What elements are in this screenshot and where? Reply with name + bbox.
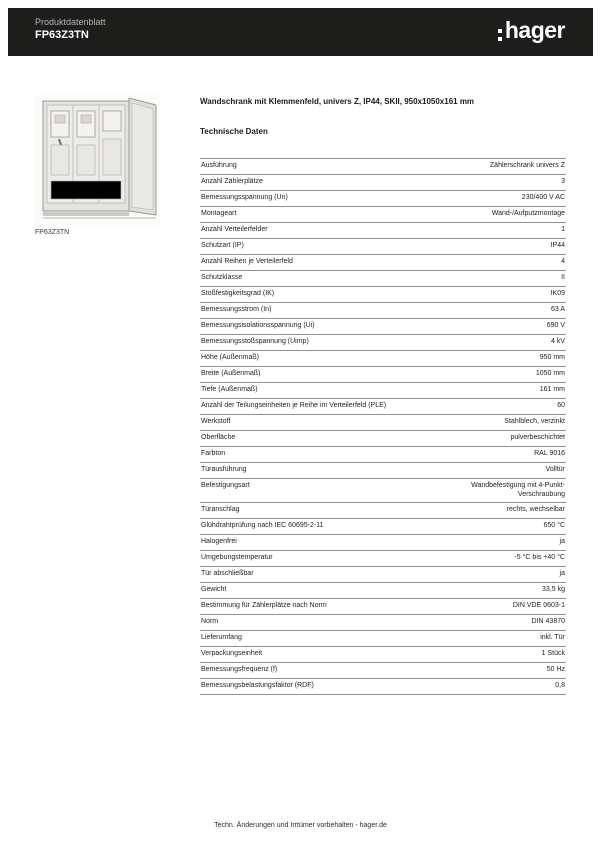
spec-label: Stoßfestigkeitsgrad (IK) xyxy=(201,290,275,297)
meter-cabinet-illustration xyxy=(35,95,160,225)
spec-value: 3 xyxy=(561,178,565,185)
spec-value: 1 Stück xyxy=(541,650,565,657)
spec-label: Bemessungsfrequenz (f) xyxy=(201,666,278,673)
spec-label: Anzahl Verteilerfelder xyxy=(201,226,268,233)
spec-row xyxy=(200,414,566,430)
header-bar xyxy=(8,8,593,56)
spec-value: DIN VDE 0603-1 xyxy=(512,602,565,609)
spec-value: 63 A xyxy=(550,306,565,313)
spec-row xyxy=(200,518,566,534)
spec-value: 161 mm xyxy=(539,386,565,393)
spec-value: RAL 9016 xyxy=(534,450,565,457)
spec-row xyxy=(200,646,566,662)
spec-label: Schutzart (IP) xyxy=(201,242,244,249)
spec-value: 50 Hz xyxy=(546,666,565,673)
spec-row xyxy=(200,614,566,630)
section-heading-technische-daten: Technische Daten xyxy=(200,127,268,136)
spec-row xyxy=(200,334,566,350)
spec-value: 1050 mm xyxy=(535,370,565,377)
spec-row xyxy=(200,270,566,286)
spec-label: Lieferumfang xyxy=(201,634,242,641)
spec-row xyxy=(200,582,566,598)
spec-row xyxy=(200,398,566,414)
spec-label: Norm xyxy=(201,618,219,625)
spec-value: Volltür xyxy=(545,466,565,473)
spec-row xyxy=(200,462,566,478)
spec-label: Gewicht xyxy=(201,586,227,593)
spec-label: Bemessungsstrom (In) xyxy=(201,306,272,313)
spec-value: 33,5 kg xyxy=(542,586,565,593)
spec-value: IP44 xyxy=(550,242,565,249)
spec-label: Bemessungsspannung (Un) xyxy=(201,194,288,201)
product-title: Wandschrank mit Klemmenfeld, univers Z, IP44, SKII, 950x1050x161 mm xyxy=(200,97,475,106)
spec-value: 0,8 xyxy=(555,682,565,689)
spec-value: 4 kV xyxy=(550,338,565,345)
spec-label: Tiefe (Außenmaß) xyxy=(201,386,258,393)
spec-value: Wandbefestigung mit 4-Punkt-Verschraubung xyxy=(471,482,565,498)
product-photo xyxy=(35,95,160,225)
spec-label: Anzahl der Teilungseinheiten je Reihe im Verteilerfeld (PLE) xyxy=(201,402,387,409)
spec-value: II xyxy=(561,274,565,281)
spec-label: Breite (Außenmaß) xyxy=(201,370,261,377)
spec-row xyxy=(200,678,566,695)
spec-label: Anzahl Zählerplätze xyxy=(201,178,263,185)
spec-value: pulverbeschichtet xyxy=(510,434,565,441)
footer-disclaimer: Techn. Änderungen und Irrtümer vorbehalten - hager.de xyxy=(214,822,387,829)
spec-value: 950 mm xyxy=(539,354,565,361)
spec-value: 650 °C xyxy=(543,522,565,529)
spec-label: Bemessungsisolationsspannung (Ui) xyxy=(201,322,315,329)
spec-value: inkl. Tür xyxy=(540,634,565,641)
spec-label: Werkstoff xyxy=(201,418,231,425)
spec-row xyxy=(200,598,566,614)
spec-value: DIN 43870 xyxy=(531,618,565,625)
spec-value: -5 °C bis +40 °C xyxy=(514,554,565,561)
spec-label: Tür abschließbar xyxy=(201,570,254,577)
spec-value: Wand-/Aufputzmontage xyxy=(491,210,565,217)
spec-row xyxy=(200,630,566,646)
spec-row xyxy=(200,446,566,462)
spec-row xyxy=(200,286,566,302)
spec-value: rechts, wechselbar xyxy=(506,506,565,513)
spec-label: Schutzklasse xyxy=(201,274,243,281)
spec-row xyxy=(200,566,566,582)
spec-row xyxy=(200,430,566,446)
spec-row xyxy=(200,550,566,566)
spec-value: Zählerschrank univers Z xyxy=(489,162,565,169)
spec-row xyxy=(200,502,566,518)
spec-label: Oberfläche xyxy=(201,434,236,441)
spec-row xyxy=(200,350,566,366)
spec-row xyxy=(200,534,566,550)
spec-row xyxy=(200,222,566,238)
spec-label: Montageart xyxy=(201,210,237,217)
spec-label: Umgebungstemperatur xyxy=(201,554,273,561)
spec-label: Halogenfrei xyxy=(201,538,237,545)
hager-logo-colon-icon xyxy=(498,19,502,41)
header-titles xyxy=(35,16,106,42)
spec-row xyxy=(200,478,566,502)
spec-value: Stahlblech, verzinkt xyxy=(504,418,565,425)
hager-logo-text: hager xyxy=(504,17,565,43)
spec-row xyxy=(200,254,566,270)
spec-label: Bemessungsbelastungsfaktor (RDF) xyxy=(201,682,314,689)
image-caption: FP63Z3TN xyxy=(35,229,70,236)
tech-spec-table xyxy=(200,158,566,695)
spec-label: Befestigungsart xyxy=(201,482,250,489)
spec-value: 4 xyxy=(561,258,565,265)
spec-label: Höhe (Außenmaß) xyxy=(201,354,259,361)
spec-value: 60 xyxy=(557,402,565,409)
spec-value: IK09 xyxy=(550,290,565,297)
spec-row xyxy=(200,302,566,318)
spec-label: Bemessungsstoßspannung (Uimp) xyxy=(201,338,309,345)
spec-value: 1 xyxy=(561,226,565,233)
product-reference: FP63Z3TN xyxy=(35,29,89,41)
document-type-label: Produktdatenblatt xyxy=(35,17,106,27)
spec-row xyxy=(200,366,566,382)
spec-label: Türausführung xyxy=(201,466,247,473)
spec-row xyxy=(200,206,566,222)
spec-label: Ausführung xyxy=(201,162,237,169)
spec-value: ja xyxy=(559,538,565,545)
spec-label: Bestimmung für Zählerplätze nach Norm xyxy=(201,602,327,609)
spec-row xyxy=(200,174,566,190)
spec-label: Türanschlag xyxy=(201,506,240,513)
spec-row xyxy=(200,238,566,254)
spec-value: ja xyxy=(559,570,565,577)
spec-row xyxy=(200,662,566,678)
spec-value: 690 V xyxy=(546,322,565,329)
spec-label: Glühdrahtprüfung nach IEC 60695-2-11 xyxy=(201,522,324,529)
spec-value: 230/400 V AC xyxy=(521,194,565,201)
spec-label: Farbton xyxy=(201,450,226,457)
spec-row xyxy=(200,318,566,334)
spec-label: Anzahl Reihen je Verteilerfeld xyxy=(201,258,293,265)
spec-row xyxy=(200,190,566,206)
hager-logo xyxy=(498,19,565,41)
spec-label: Verpackungseinheit xyxy=(201,650,263,657)
spec-row xyxy=(200,158,566,174)
spec-row xyxy=(200,382,566,398)
